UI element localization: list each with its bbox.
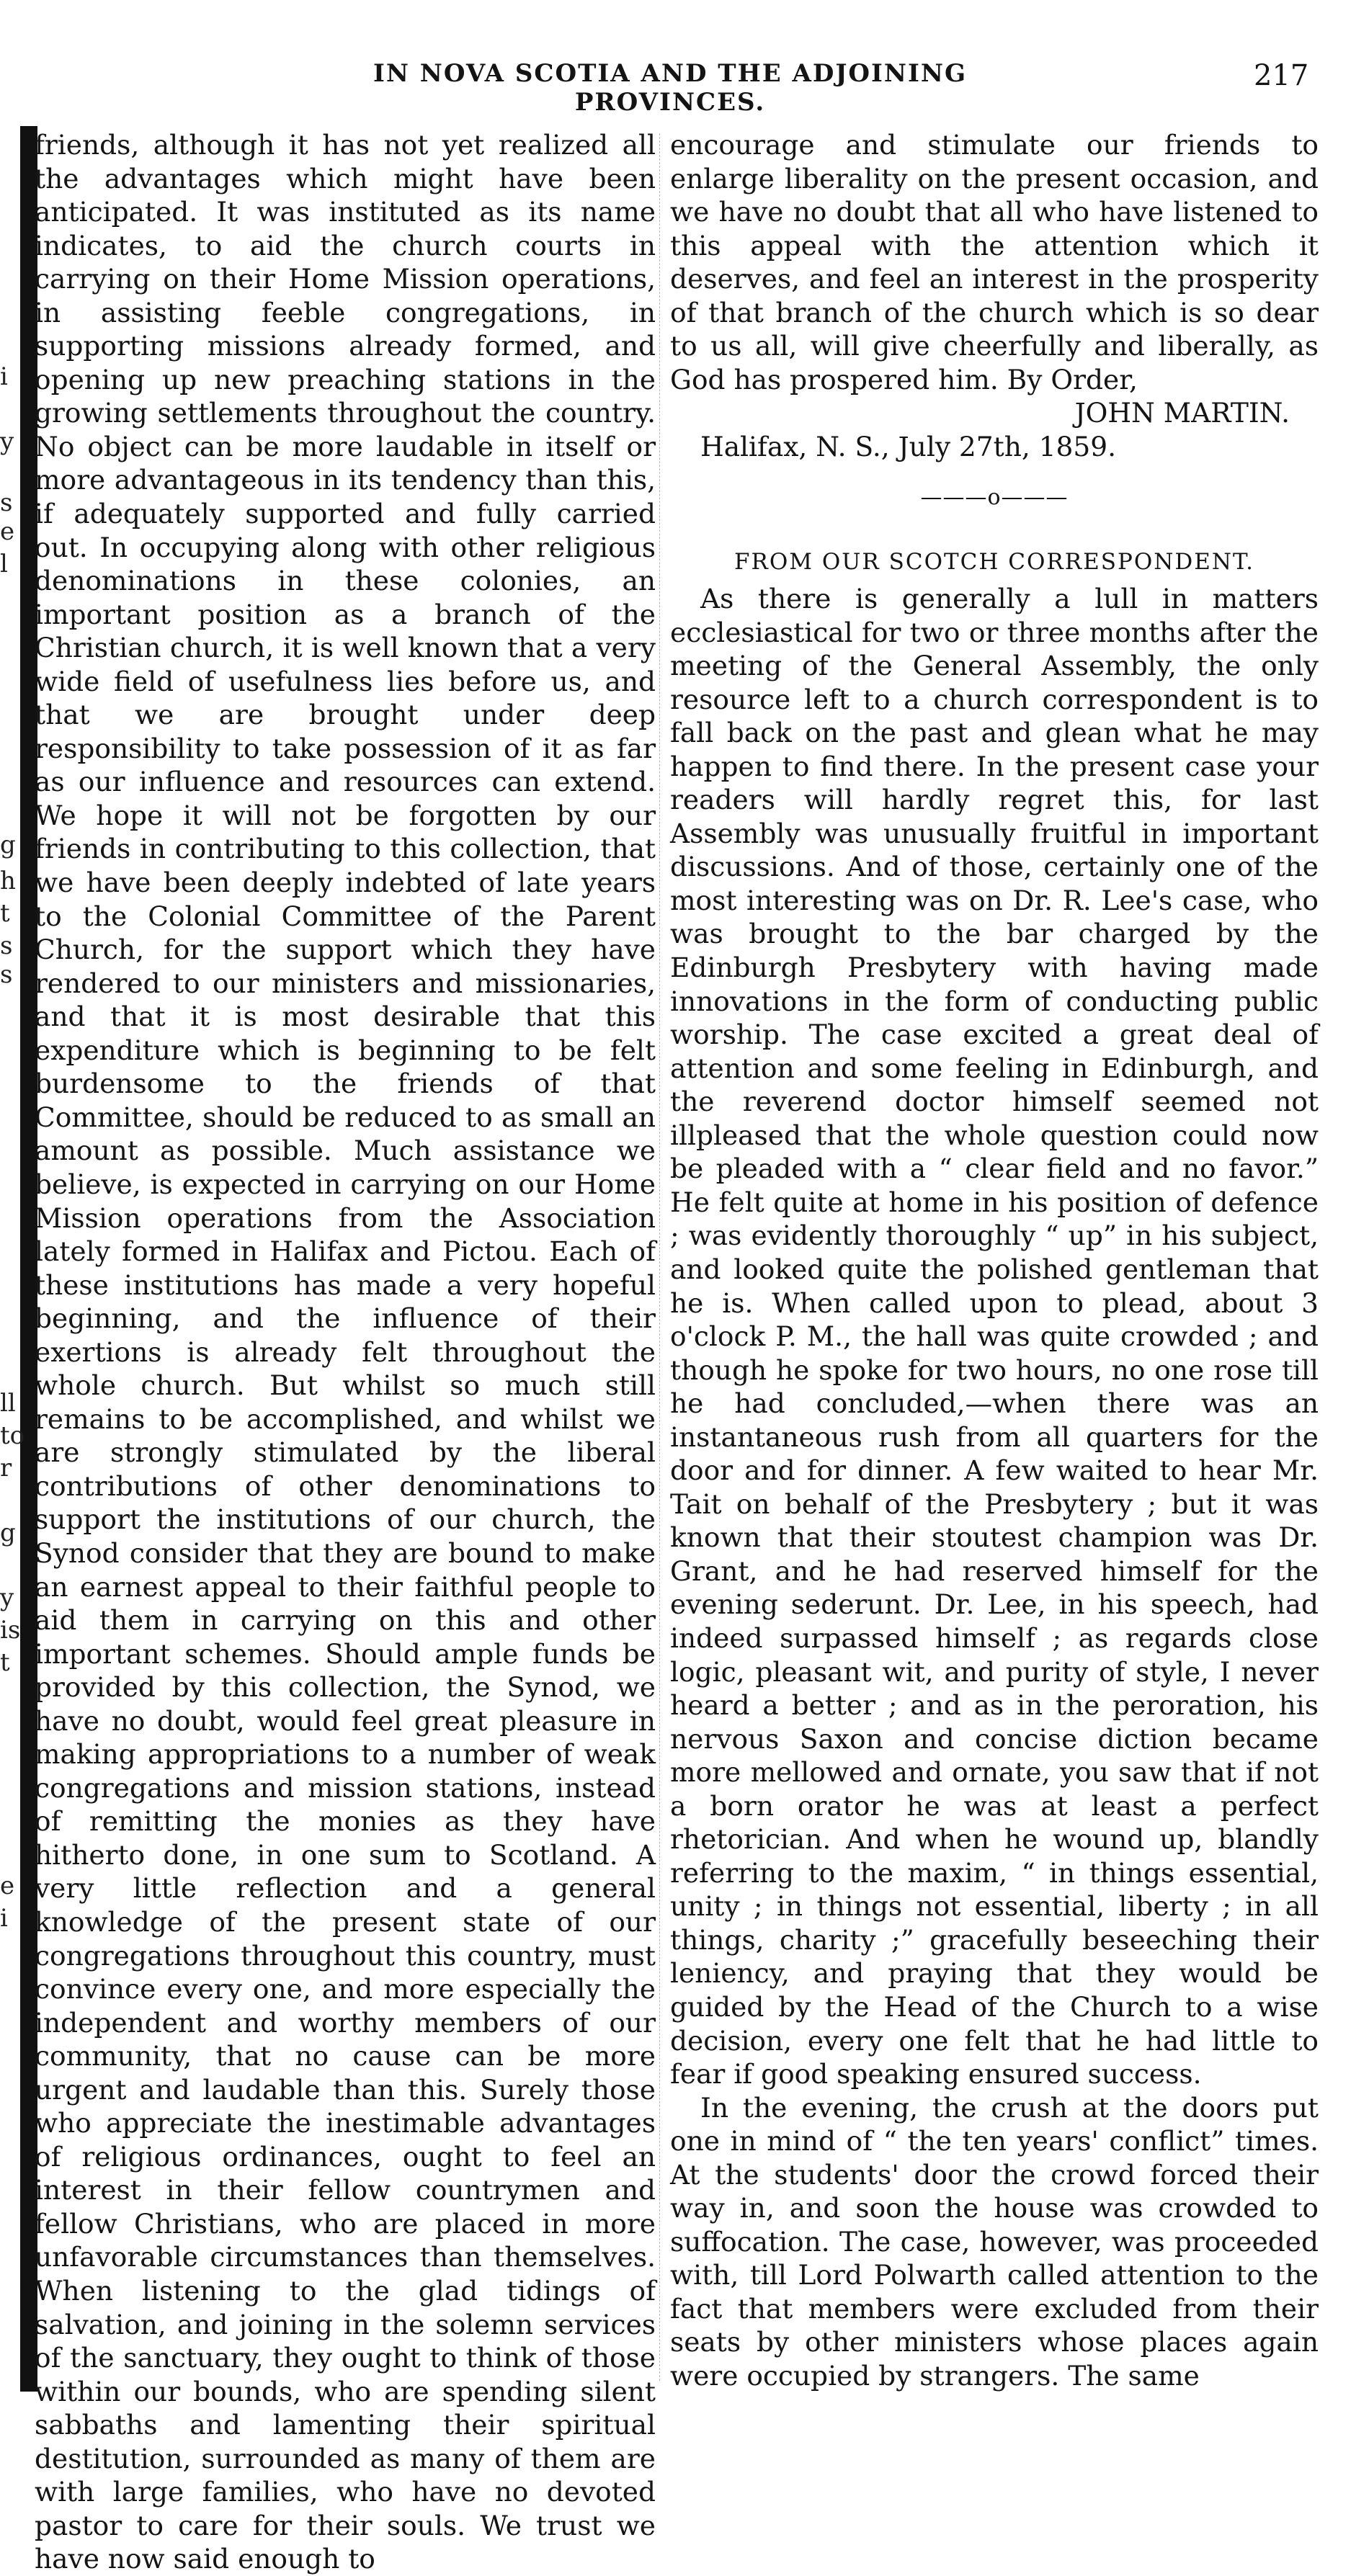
edge-fragment: r [0,1454,12,1482]
edge-fragment: s [0,931,13,960]
section-heading: FROM OUR SCOTCH CORRESPONDENT. [734,549,1254,576]
left-column [35,128,656,2575]
right-column [670,128,1319,2397]
body-paragraph: friends, although it has not yet realized all the advantages which might have been anticipated. It was instituted as its name indicates, to aid the church courts in carrying on their Home Mission operations, in assisting feeble congregations, in supporting missions already formed, and opening up new preaching stations in the growing settlements throughout the country. No object can be more laudable in itself or more advantageous in its tendency than this, if adequately supported and fully carried out. In occupying along with other religious denominations in these colonies, an important position as a branch of the Christian church, it is well known that a very wide field of usefulness lies before us, and that we are brought under deep responsibility to take possession of it as far as our influence and resources can extend. We hope it will not be forgotten by our friends in contributing to this collection, that we have been deeply indebted of late years to the Colonial Committee of the Parent Church, for the support which they have rendered to our ministers and missionaries, and that it is most desirable that this expenditure which is beginning to be felt burdensome to the friends of that Committee, should be reduced to as small an amount as possible. Much assistance we believe, is expected in carrying on our Home Mission operations from the Association lately formed in Halifax and Pictou. Each of these institutions has made a very hopeful beginning, and the influence of their exertions is already felt throughout the whole church. But whilst so much still remains to be accomplished, and whilst we are strongly stimulated by the liberal contributions of other denominations to support the institutions of our church, the Synod consider that they are bound to make an earnest appeal to their faithful people to aid them in carrying on this and other important schemes. Should ample funds be provided by this collection, the Synod, we have no doubt, would feel great pleasure in making appropriations to a number of weak congregations and mission stations, instead of remitting the monies as they have hitherto done, in one sum to Scotland. A very little reflection and a general knowledge of the present state of our congregations throughout this country, must convince every one, and more especially the independent and worthy members of our community, that no cause can be more urgent and laudable than this. Surely those who appreciate the inestimable advantages of religious ordinances, ought to feel an interest in their fellow countrymen and fellow Christians, who are placed in more unfavorable circumstances than themselves. When listening to the glad tidings of salvation, and joining in the solemn services of the sanctuary, they ought to think of those within our bounds, who are spending silent sabbaths and lamenting their spiritual destitution, surrounded as many of them are with large families, who have no devoted pastor to care for their souls. We trust we have now said enough to [35,129,656,2575]
page-number: 217 [1254,59,1309,92]
edge-fragment: y [0,1583,14,1612]
binding-edge [0,126,32,2392]
edge-fragment: t [0,1648,10,1677]
running-title: IN NOVA SCOTIA AND THE ADJOINING PROVINCES. [373,59,968,117]
edge-fragment: g [0,831,16,859]
edge-fragment: to [0,1421,25,1450]
edge-fragment: s [0,960,13,989]
section-separator: ———o——— [920,485,1069,511]
edge-fragment: h [0,867,16,895]
column-divider [659,133,660,2381]
edge-fragment: s [0,488,13,517]
edge-fragment: l [0,550,8,578]
running-header [0,59,1369,117]
edge-fragment: ll [0,1389,16,1418]
edge-fragment: i [0,1904,8,1933]
edge-fragment: i [0,362,8,391]
body-paragraph: In the evening, the crush at the doors put one in mind of “ the ten years' conflict” times. At the students' door the crowd forced their way in, and soon the house was crowded to suffocation. The case, however, was proceeded with, till Lord Polwarth called attention to the fact that members were excluded from their seats by other ministers whose places again were occupied by strangers. The same [670,2091,1319,2392]
edge-fragment: t [0,899,10,928]
edge-fragment: e [0,517,15,546]
body-paragraph: As there is generally a lull in matters ecclesiastical for two or three months after the meeting of the General Assembly, the only resource left to a church correspondent is to fall back on the past and glean what he may happen to find there. In the present case your readers will hardly regret this, for last Assembly was unusually fruitful in important discussions. And of those, certainly one of the most interesting was on Dr. R. Lee's case, who was brought to the bar charged by the Edinburgh Presbytery with having made innovations in the form of conducting public worship. The case excited a great deal of attention and some feeling in Edinburgh, and the reverend doctor himself seemed not illpleased that the whole question could now be pleaded with a “ clear field and no favor.” He felt quite at home in his position of defence ; was evidently thoroughly “ up” in his subject, and looked quite the polished gentleman that he is. When called upon to plead, about 3 o'clock P. M., the hall was quite crowded ; and though he spoke for two hours, no one rose till he had concluded,—when there was an instantaneous rush from all quarters for the door and for dinner. A few waited to hear Mr. Tait on behalf of the Presbytery ; but it was known that their stoutest champion was Dr. Grant, and he had reserved himself for the evening sederunt. Dr. Lee, in his speech, had indeed surpassed himself ; as regards close logic, pleasant wit, and purity of style, I never heard a better ; and as in the peroration, his nervous Saxon and concise diction became more mellowed and ornate, you saw that if not a born orator he was at least a perfect rhetorician. And when he wound up, blandly referring to the maxim, “ in things essential, unity ; in things not essential, liberty ; in all things, charity ;” gracefully beseeching their leniency, and praying that they would be guided by the Head of the Church to a wise decision, every one felt that he had little to fear if good speaking ensured success. [670,583,1319,2090]
edge-fragment: e [0,1871,15,1900]
edge-fragment: y [0,427,14,456]
edge-fragment: is [0,1616,21,1645]
edge-fragment: g [0,1519,16,1547]
place-date: Halifax, N. S., July 27th, 1859. [700,430,1117,462]
signature: JOHN MARTIN. [1074,397,1290,429]
letter-continuation: encourage and stimulate our friends to enlarge liberality on the present occasion, and we have no doubt that all who have listened to this appeal with the attention which it deserves, and feel an interest in the prosperity of that branch of the church which is so dear to us all, will give cheerfully and liberally, as God has prospered him. By Order, [670,129,1319,395]
